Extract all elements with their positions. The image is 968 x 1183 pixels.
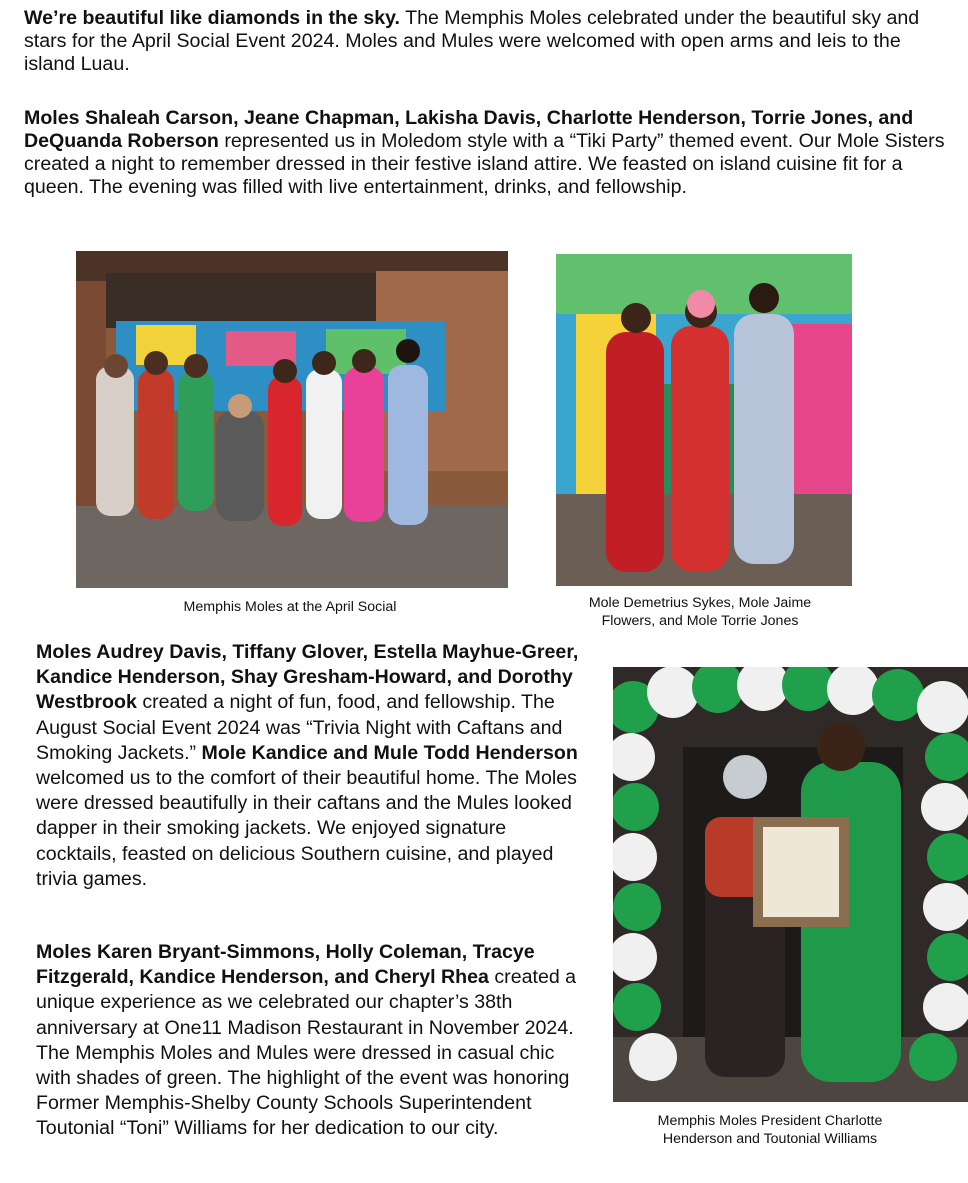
caption-president-award	[600, 1112, 940, 1148]
paragraph-trivia-night	[36, 640, 588, 892]
paragraph-lead-bold: We’re beautiful like diamonds in the sky.	[24, 7, 401, 29]
photo-april-social-group	[76, 251, 508, 588]
paragraph-inline-bold: Mole Kandice and Mule Todd Henderson	[201, 741, 578, 764]
paragraph-lead-bold: Moles Karen Bryant-Simmons, Holly Coleman, Tracye Fitzgerald, Kandice Henderson, and Cheryl Rhea	[36, 941, 535, 989]
caption-trio	[540, 594, 860, 630]
photo-group-image	[76, 251, 508, 588]
caption-line: Henderson and Toutonial Williams	[662, 1131, 878, 1147]
paragraph-lead-bold: Moles Audrey Davis, Tiffany Glover, Estella Mayhue-Greer, Kandice Henderson, Shay Gresham-Howard, and Dorothy Westbrook	[36, 641, 579, 714]
paragraph-anniversary	[36, 940, 588, 1142]
photo-trio-image	[556, 254, 852, 586]
caption-line: Mole Demetrius Sykes, Mole Jaime	[588, 595, 812, 611]
paragraph-body: The Memphis Moles celebrated under the beautiful sky and stars for the April Social Event 2024. Moles and Mules were welcomed with open arms and leis to the island Luau.	[24, 7, 920, 75]
caption-april-social: Memphis Moles at the April Social	[183, 599, 397, 615]
paragraph-tiki-party	[24, 107, 954, 199]
paragraph-lead-bold: Moles Shaleah Carson, Jeane Chapman, Lakisha Davis, Charlotte Henderson, Torrie Jones, and DeQuanda Roberson	[24, 107, 914, 152]
paragraph-body: created a unique experience as we celebrated our chapter’s 38th anniversary at One11 Madison Restaurant in November 2024. The Memphis Moles and Mules were dressed in casual chic with shades of green. The highlight of the event was honoring Former Memphis-Shelby County Schools Superintendent Toutonial “Toni” Williams for her dedication to our city.	[36, 966, 577, 1140]
paragraph-body: represented us in Moledom style with a “Tiki Party” themed event. Our Mole Sisters created a night to remember dressed in their festive island attire. We feasted on island cuisine fit for a queen. The evening was filled with live entertainment, drinks, and fellowship.	[24, 130, 945, 198]
paragraph-body: created a night of fun, food, and fellowship. The August Social Event 2024 was “Trivia Night with Caftans and Smoking Jackets.”	[36, 691, 563, 764]
photo-three-moles-tropical	[556, 254, 852, 586]
photo-award-image	[613, 667, 968, 1102]
photo-president-award	[613, 667, 968, 1102]
caption-line: Memphis Moles President Charlotte	[657, 1113, 883, 1129]
paragraph-body: welcomed us to the comfort of their beautiful home. The Moles were dressed beautifully in their caftans and the Mules looked dapper in their smoking jackets. We enjoyed signature cocktails, feasted on delicious Southern cuisine, and played trivia games.	[36, 767, 577, 890]
paragraph-april-social-intro	[24, 7, 954, 76]
caption-line: Flowers, and Mole Torrie Jones	[601, 613, 799, 629]
